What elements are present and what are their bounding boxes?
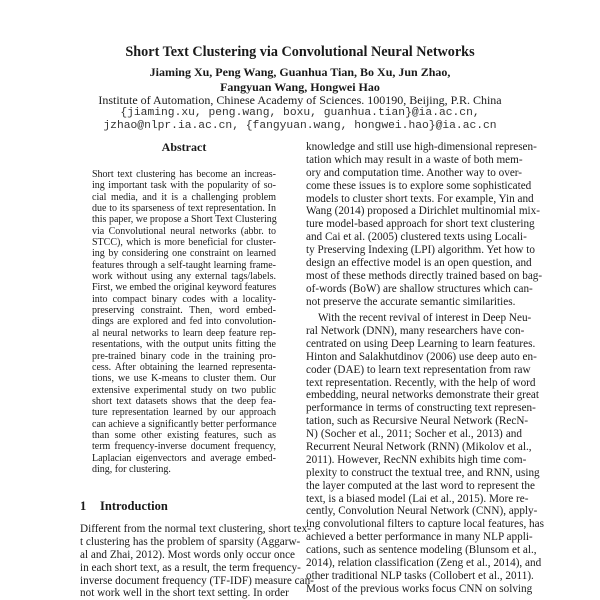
text-line: Short text clustering has become an increas-	[92, 169, 276, 180]
email-line-2: jzhao@nlpr.ia.ac.cn, {fangyuan.wang, hongwei.hao}@ia.ac.cn	[103, 120, 497, 132]
text-line: tions, we use K-means to cluster them. Our	[92, 373, 276, 385]
text-line: and Cai et al. (2005) clustered texts using Locali-	[306, 231, 527, 244]
text-line: tation, such as Recursive Neural Network (RecN-	[306, 415, 529, 428]
section-number: 1	[80, 499, 87, 513]
text-line: 2014), relation classification (Zeng et al., 2014), and	[306, 557, 542, 569]
text-line: dings are explored and fed into convolution-	[92, 316, 276, 328]
text-line: models to cluster short texts. For example, Yin and	[306, 192, 534, 205]
text-line: performance in terms of constructing text represen-	[306, 402, 536, 415]
text-line: this paper, we propose a Short Text Clustering	[92, 214, 277, 226]
text-line: ing convolutional filters to capture local features, has	[306, 518, 544, 531]
section-heading-introduction	[80, 499, 168, 514]
introduction-body	[80, 523, 314, 600]
text-line: Laplacian eigenvectors and average embed-	[92, 452, 276, 464]
text-line: via Convolutional neural networks (abbr. to	[92, 225, 276, 237]
abstract-heading: Abstract	[161, 140, 207, 154]
text-line: knowledge and still use high-dimensional represen-	[306, 141, 537, 153]
text-line: N) (Socher et al., 2011; Socher et al., 2013) and	[306, 428, 522, 441]
text-line: term frequency-inverse document frequency,	[92, 441, 276, 453]
affiliation: Institute of Automation, Chinese Academy of Sciences. 100190, Beijing, P.R. China	[98, 93, 502, 107]
text-line: ture representation learned by our approach	[92, 407, 276, 419]
text-line: come these issues is to explore some sophisticated	[306, 179, 532, 192]
text-line: design an effective model is an open question, and	[306, 257, 532, 270]
text-line: not preserve the accurate semantic similarities.	[306, 295, 516, 308]
text-line: of-words (BoW) are shallow structures which can-	[306, 282, 533, 295]
text-line: ral Network (DNN), many researchers have con-	[306, 324, 525, 337]
text-line: First, we embed the original keyword features	[92, 282, 277, 294]
text-line: Wang (2014) proposed a Dirichlet multinomial mix-	[306, 205, 540, 218]
text-line: embedding, neural networks demonstrate their great	[306, 389, 539, 402]
text-line: ture model-based approach for short text clustering	[306, 218, 535, 231]
text-line: al and Zhai, 2012). Most words only occur once	[80, 548, 295, 561]
text-line: into compact binary codes with a locality-	[92, 293, 276, 305]
email-line-1: {jiaming.xu, peng.wang, boxu, guanhua.tian}@ia.ac.cn,	[120, 107, 480, 119]
right-column-body	[306, 141, 544, 596]
text-line: inverse document frequency (TF-IDF) measure can-	[80, 574, 314, 587]
text-line: t clustering has the problem of sparsity (Aggarw-	[80, 535, 301, 548]
text-line: not work well in the short text setting. In order	[80, 587, 289, 600]
text-line: short text datasets shows that the deep fea-	[92, 395, 276, 407]
text-line: most of these methods directly trained based on bag-	[306, 269, 543, 282]
text-line: cently, Convolution Neural Network (CNN), apply-	[306, 505, 538, 518]
text-line: STCC), which is more beneficial for cluster-	[92, 237, 276, 249]
text-line: tation which may result in a waste of both mem-	[306, 153, 523, 166]
text-line: extensive experimental study on two public	[92, 384, 276, 396]
text-line: ory and computation time. Another way to over-	[306, 166, 523, 179]
text-line: text, is a biased model (Lai et al., 2015). More re-	[306, 492, 529, 505]
text-line: ding, for clustering.	[92, 463, 171, 475]
text-line: other traditional NLP tasks (Collobert et al., 2011).	[306, 569, 534, 582]
text-line: With the recent revival of interest in Deep Neu-	[318, 312, 532, 325]
text-line: cess. After obtaining the learned representa-	[92, 361, 276, 373]
text-line: features through a self-taught learning frame-	[92, 259, 276, 271]
text-line: Recurrent Neural Network (RNN) (Mikolov et al.,	[306, 440, 532, 453]
text-line: pre-trained binary code in the training pro-	[92, 350, 276, 362]
text-line: the layer computed at the last word to represent the	[306, 479, 535, 492]
text-line: due to its sparseness of text representation. In	[92, 203, 276, 215]
text-line: Most of the previous works focus CNN on solving	[306, 582, 533, 595]
section-title: Introduction	[100, 499, 168, 513]
text-line: al neural networks to learn deep feature rep-	[92, 327, 276, 339]
text-line: coder (DAE) to learn text representation from raw	[306, 363, 531, 376]
text-line: centrated on using Deep Learning to learn features.	[306, 337, 536, 350]
text-line: ing important task with the popularity of so-	[92, 180, 276, 192]
paper-title: Short Text Clustering via Convolutional Neural Networks	[125, 44, 475, 60]
text-line: plexity to construct the textual tree, and RNN, using	[306, 466, 540, 479]
text-line: in each short text, as a result, the term frequency-	[80, 561, 301, 574]
text-line: work without using any external tags/labels.	[92, 271, 276, 283]
text-line: ty Preserving Indexing (LPI) algorithm. Yet how to	[306, 244, 536, 257]
authors-line-1: Jiaming Xu, Peng Wang, Guanhua Tian, Bo Xu, Jun Zhao,	[149, 65, 451, 79]
text-line: cial media, and it is a challenging problem	[92, 191, 276, 203]
text-line: preserving constraint. Then, word embed-	[92, 305, 276, 317]
authors-line-2: Fangyuan Wang, Hongwei Hao	[220, 80, 380, 94]
abstract-body	[92, 169, 276, 475]
text-line: resentations, with the output units fitting the	[92, 339, 276, 351]
text-line: cations, such as sentence modeling (Blunsom et al.,	[306, 544, 537, 557]
text-line: Different from the normal text clustering, short tex-	[80, 523, 311, 535]
text-line: text representation. Recently, with the help of word	[306, 376, 536, 389]
text-line: Hinton and Salakhutdinov (2006) use deep auto en-	[306, 350, 537, 363]
text-line: than some other existing features, such as	[92, 429, 276, 441]
text-line: 2011). However, RecNN exhibits high time com-	[306, 453, 527, 466]
text-line: achieved a better performance in many NLP appli-	[306, 531, 533, 544]
text-line: can achieve a significantly better performance	[92, 418, 277, 430]
text-line: ing by considering one constraint on learned	[92, 248, 276, 260]
